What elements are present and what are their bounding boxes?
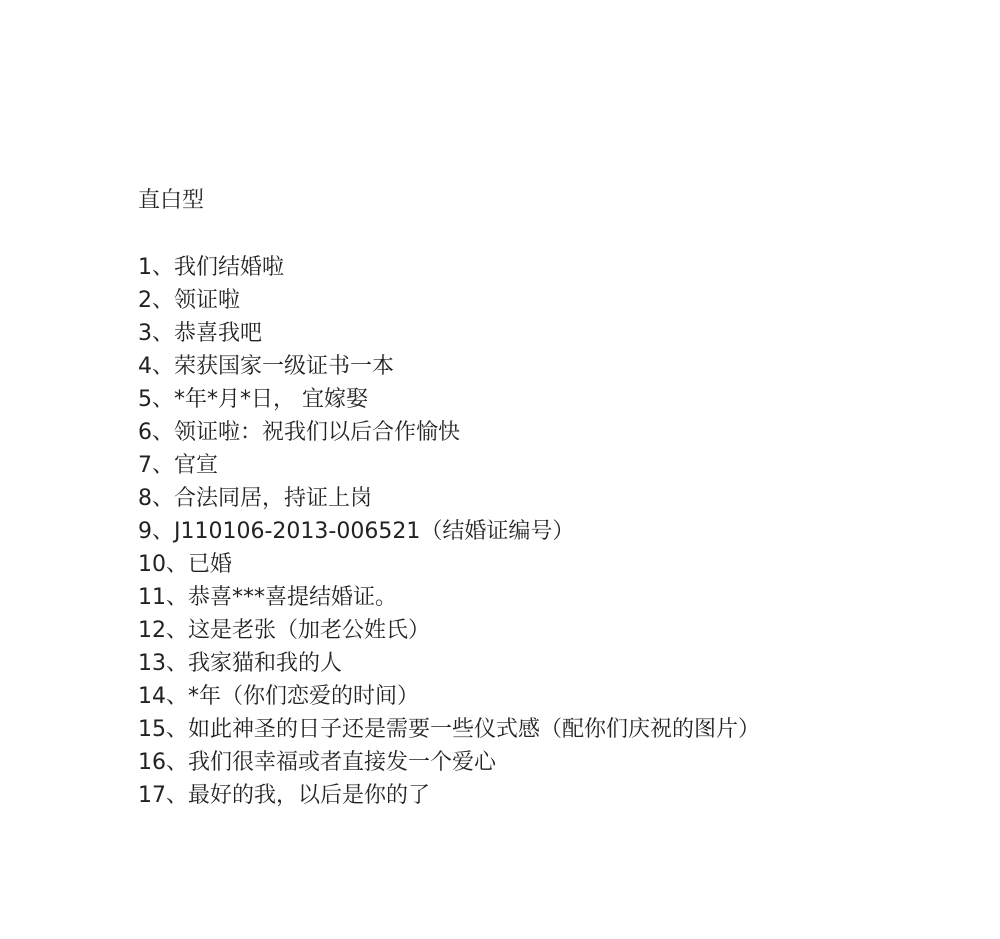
list-item: 2、领证啦: [138, 288, 240, 313]
document-body: [138, 184, 978, 812]
page-title: 直白型: [138, 188, 205, 213]
list-item: 17、最好的我，以后是你的了: [138, 783, 430, 808]
list-item: 13、我家猫和我的人: [138, 651, 342, 676]
list-item: 4、荣获国家一级证书一本: [138, 354, 394, 379]
list-item: 10、已婚: [138, 552, 232, 577]
list-item: 5、*年*月*日， 宜嫁娶: [138, 387, 368, 412]
caption-list: [138, 251, 978, 812]
list-item: 8、合法同居，持证上岗: [138, 486, 372, 511]
list-item: 6、领证啦：祝我们以后合作愉快: [138, 420, 460, 445]
list-item: 15、如此神圣的日子还是需要一些仪式感（配你们庆祝的图片）: [138, 717, 760, 742]
list-item: 3、恭喜我吧: [138, 321, 262, 346]
list-item: 1、我们结婚啦: [138, 255, 284, 280]
list-item: 7、官宣: [138, 453, 218, 478]
list-item: 16、我们很幸福或者直接发一个爱心: [138, 750, 496, 775]
list-item: 14、*年（你们恋爱的时间）: [138, 684, 419, 709]
list-item: 9、J110106-2013-006521（结婚证编号）: [138, 519, 575, 544]
list-item: 12、这是老张（加老公姓氏）: [138, 618, 430, 643]
list-item: 11、恭喜***喜提结婚证。: [138, 585, 397, 610]
